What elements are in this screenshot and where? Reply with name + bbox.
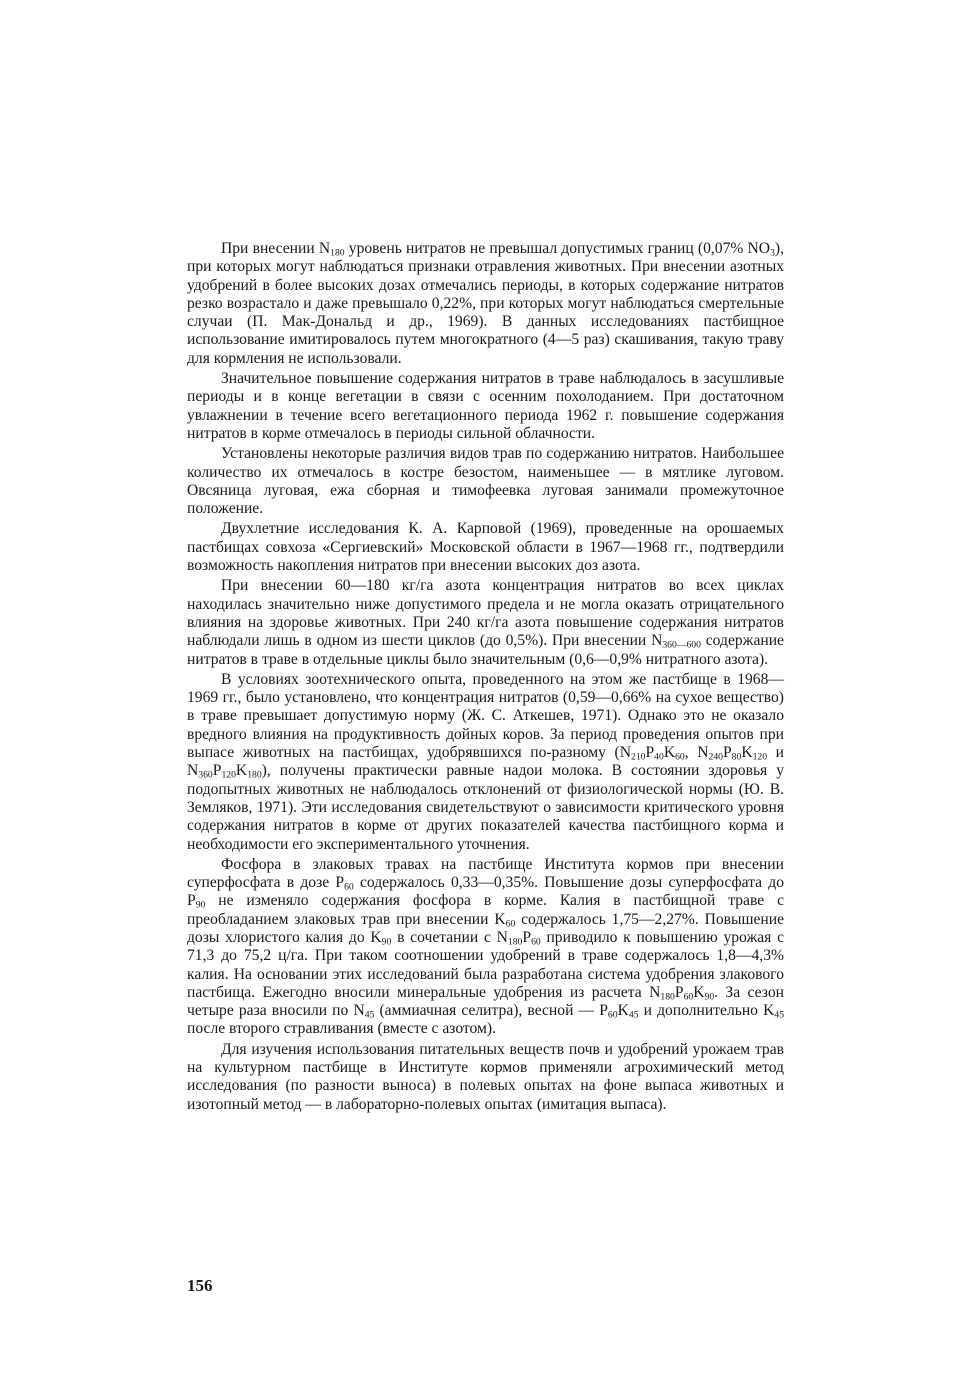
text-run: в сочетании с N: [391, 928, 508, 946]
text-run: Двухлетние исследования К. А. Карповой (1969), проведенные на орошаемых пастбищах совхоза «Сергиевский» Московской области в 1967—1968 гг., подтвердили возможность накопления нитратов при внесении высоких доз азота.: [187, 520, 784, 575]
text-run: после второго стравливания (вместе с азотом).: [187, 1020, 496, 1038]
body-text: [187, 240, 784, 1114]
paragraph: [187, 520, 784, 575]
text-run: . За сезон четыре раза вносили по N: [187, 983, 784, 1020]
text-run: уровень нитратов не превышал допустимых границ (0,07% NO: [344, 240, 771, 257]
subscript: 180: [507, 936, 523, 948]
subscript: 90: [381, 936, 392, 948]
text-run: P: [212, 762, 222, 780]
subscript: 180: [330, 247, 345, 259]
text-run: Фосфора в злаковых травах на пастбище Института кормов при внесении суперфосфата в дозе P: [187, 855, 784, 892]
text-run: В условиях зоотехнического опыта, проведенного на этом же пастбище в 1968—1969 гг., было установлено, что концентрация нитратов (0,59—0,66% на сухое вещество) в траве превышает допустимую норму (Ж. С. Аткешев, 1971). Однако это не оказало вредного влияния на продуктивность дойных коров. За период проведения опытов при выпасе животных на пастбищах, удобрявшихся по-разному (N: [187, 670, 784, 762]
text-run: Для изучения использования питательных веществ почв и удобрений урожаем трав на культурном пастбище в Институте кормов применяли агрохимический метод исследования (по разности выноса) в полевых опытах на фоне выпаса животных и изотопный метод — в лабораторно-полевых опытах (имитация выпаса).: [187, 1040, 784, 1113]
subscript: 180: [660, 991, 675, 1003]
paragraph: [187, 1041, 784, 1114]
paragraph: [187, 445, 784, 518]
subscript: 180: [247, 769, 262, 781]
text-run: P: [722, 744, 732, 762]
subscript: 120: [221, 769, 236, 781]
text-run: содержание нитратов в траве в отдельные циклы было значительным (0,6—0,9% нитратного азота).: [187, 632, 784, 668]
text-run: K: [663, 744, 676, 762]
text-run: и N: [187, 744, 785, 780]
text-run: содержалось 1,75—2,27%. Повышение дозы хлористого калия до K: [187, 910, 785, 946]
subscript: 80: [731, 751, 742, 763]
page-number: 156: [187, 1276, 213, 1295]
subscript: 240: [708, 751, 723, 763]
paragraph: [187, 577, 784, 668]
paragraph: [187, 240, 784, 368]
subscript: 210: [631, 751, 646, 763]
subscript: 45: [364, 1009, 375, 1021]
text-run: K: [235, 762, 248, 780]
text-run: приводило к повышению урожая с 71,3 до 75,2 ц/га. При таком соотношении удобрений в траве содержалось 1,8—4,3% калия. На основании этих исследований была разработана система удобрения злакового пастбища. Ежегодно вносили минеральные удобрения из расчета N: [187, 928, 784, 1001]
text-run: При внесении N: [221, 240, 331, 257]
subscript: 60: [531, 936, 541, 948]
subscript: 360—600: [662, 639, 701, 651]
text-run: ), при которых могут наблюдаться признаки отравления животных. При внесении азотных удобрений в более высоких дозах отмечались периоды, в которых содержание нитратов резко возрастало и даже превышало 0,22%, при которых могут наблюдаться смертельные случаи (П. Мак-Дональд и др., 1969). В данных исследованиях пастбищное использование имитировалось путем многократного (4—5 раз) скашивания, такую траву для кормления не использовали.: [187, 240, 784, 367]
subscript: 60: [683, 991, 694, 1003]
subscript: 45: [628, 1009, 639, 1021]
subscript: 90: [195, 899, 206, 911]
subscript: 120: [752, 751, 768, 763]
text-run: K: [617, 1002, 629, 1020]
text-run: P: [522, 928, 532, 946]
text-run: ), получены практически равные надои молока. В состоянии здоровья у подопытных животных не наблюдалось отклонений от физиологической нормы (Ю. В. Земляков, 1971). Эти исследования свидетельствуют о зависимости критического уровня содержания нитратов в корме от других показателей качества пастбищного корма и необходимости его экспериментального уточнения.: [187, 762, 784, 853]
text-run: содержалось 0,33—0,35%. Повышение дозы суперфосфата до P: [187, 874, 784, 910]
subscript: 40: [654, 751, 664, 763]
text-run: P: [645, 744, 655, 762]
subscript: 60: [344, 881, 354, 893]
text-run: K: [741, 744, 753, 762]
text-run: Значительное повышение содержания нитратов в траве наблюдалось в засушливые периоды и в конце вегетации в связи с осенним похолоданием. При достаточном увлажнении в течение всего вегетационного периода 1962 г. повышение содержания нитратов в корме отмечалось в периоды сильной облачности.: [187, 370, 784, 442]
text-run: , N: [684, 744, 709, 762]
text-run: и дополнительно K: [638, 1002, 775, 1020]
subscript: 60: [607, 1009, 618, 1021]
text-run: (аммиачная селитра), весной — P: [374, 1002, 608, 1020]
text-run: K: [693, 983, 705, 1001]
paragraph: [187, 370, 784, 443]
subscript: 90: [704, 991, 715, 1003]
subscript: 45: [774, 1009, 785, 1021]
subscript: 60: [505, 918, 516, 930]
text-run: Установлены некоторые различия видов трав по содержанию нитратов. Наибольшее количество их отмечалось в костре безостом, наименьшее — в мятлике луговом. Овсяница луговая, ежа сборная и тимофеевка луговая занимали промежуточное положение.: [187, 445, 784, 518]
text-run: При внесении 60—180 кг/га азота концентрация нитратов во всех циклах находилась значительно ниже допустимого предела и не могла оказать отрицательного влияния на здоровье животных. При 240 кг/га азота повышение содержания нитратов наблюдали лишь в одном из шести циклов (до 0,5%). При внесении N: [187, 577, 784, 650]
paragraph: [187, 671, 784, 854]
subscript: 3: [770, 247, 775, 259]
text-run: не изменяло содержания фосфора в корме. Калия в пастбищной траве с преобладанием злаковых трав при внесении K: [187, 892, 784, 928]
text-run: P: [674, 983, 684, 1001]
subscript: 360: [198, 769, 213, 781]
paragraph: [187, 856, 784, 1039]
subscript: 60: [675, 751, 685, 763]
